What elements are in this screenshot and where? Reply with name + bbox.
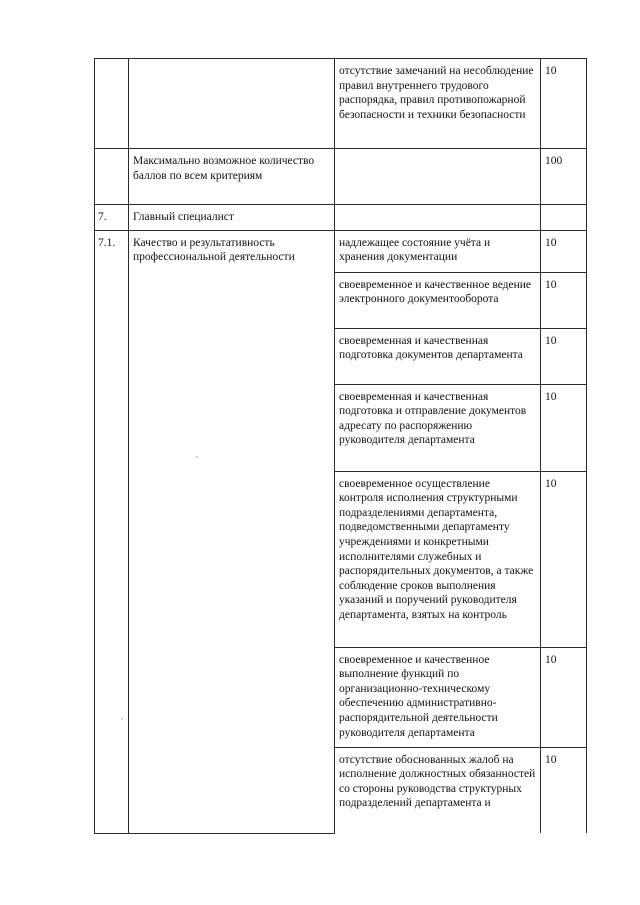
criterion-text: отсутствие обоснованных жалоб на исполнение должностных обязанностей со стороны руководства структурных подразделений департамента и	[335, 747, 541, 833]
criterion-text: своевременное осуществление контроля исполнения структурными подразделениями департамента, подведомственными департаменту учреждениями и конкретными исполнителями служебных и распорядительных документов, а также соблюдение сроков выполнения указаний и поручений руководителя департамента, взятых на контроль	[335, 471, 541, 647]
criterion-text	[335, 149, 541, 205]
row-name: Максимально возможное количество баллов по всем критериям	[129, 149, 335, 205]
criterion-points: 10	[541, 647, 587, 747]
criterion-text	[335, 205, 541, 231]
row-name	[129, 59, 335, 149]
criterion-points: 10	[541, 747, 587, 833]
criterion-text: своевременная и качественная подготовка и отправление документов адресату по распоряжению руководителя департамента	[335, 384, 541, 471]
criteria-table	[94, 58, 587, 834]
row-number	[95, 149, 129, 205]
table-row	[95, 59, 587, 149]
criterion-points: 10	[541, 384, 587, 471]
row-name: Качество и результативность профессиональной деятельности	[129, 230, 335, 833]
criterion-text: своевременное и качественное выполнение функций по организационно-техническому обеспечению административно-распорядительной деятельности руководителя департамента	[335, 647, 541, 747]
table-row	[95, 230, 587, 272]
row-number: 7.	[95, 205, 129, 231]
scan-speck	[121, 718, 123, 720]
table-row	[95, 149, 587, 205]
criterion-points: 10	[541, 328, 587, 384]
criterion-text: своевременное и качественное ведение электронного документооборота	[335, 272, 541, 328]
criterion-text: надлежащее состояние учёта и хранения документации	[335, 230, 541, 272]
criterion-text: своевременная и качественная подготовка документов департамента	[335, 328, 541, 384]
criterion-points: 100	[541, 149, 587, 205]
row-number: 7.1.	[95, 230, 129, 833]
row-name: Главный специалист	[129, 205, 335, 231]
criterion-points: 10	[541, 471, 587, 647]
criterion-points: 10	[541, 230, 587, 272]
criterion-points	[541, 205, 587, 231]
criterion-points: 10	[541, 272, 587, 328]
scan-speck	[196, 456, 198, 458]
table-row	[95, 205, 587, 231]
criterion-text: отсутствие замечаний на несоблюдение правил внутреннего трудового распорядка, правил противопожарной безопасности и техники безопасности	[335, 59, 541, 149]
row-number	[95, 59, 129, 149]
criterion-points: 10	[541, 59, 587, 149]
